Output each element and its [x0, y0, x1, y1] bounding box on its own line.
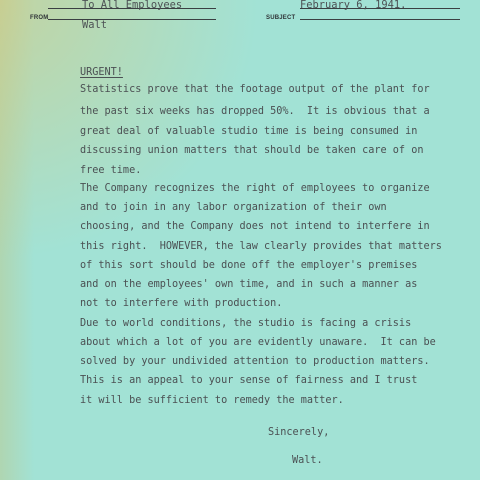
sender-text: Walt [82, 19, 108, 31]
body-line: This is an appeal to your sense of fairness and I trust [80, 375, 418, 386]
body-line: Due to world conditions, the studio is facing a crisis [80, 318, 412, 329]
body-line: not to interfere with production. [80, 298, 283, 309]
urgent-heading: URGENT! [80, 67, 123, 78]
body-line: it will be sufficient to remedy the matter. [80, 395, 344, 406]
subject-label: SUBJECT [266, 15, 296, 21]
body-line: and to join in any labor organization of their own [80, 202, 387, 213]
body-line: choosing, and the Company does not intend to interfere in [80, 221, 430, 232]
from-label: FROM [30, 15, 49, 21]
body-line: great deal of valuable studio time is being consumed in [80, 126, 418, 137]
from-rule [48, 19, 216, 20]
body-line: Statistics prove that the footage output of the plant for [80, 84, 430, 95]
body-line: of this sort should be done off the employer's premises [80, 260, 418, 271]
body-line: solved by your undivided attention to production matters. [80, 356, 430, 367]
body-line: and on the employees' own time, and in such a manner as [80, 279, 418, 290]
body-line: this right. HOWEVER, the law clearly provides that matters [80, 241, 442, 252]
body-line: free time. [80, 165, 142, 176]
body-line: about which a lot of you are evidently unaware. It can be [80, 337, 436, 348]
recipient-text: To All Employees [82, 0, 183, 11]
body-line: The Company recognizes the right of employees to organize [80, 183, 430, 194]
subject-rule [300, 19, 460, 20]
date-text: February 6, 1941. [300, 0, 407, 11]
closing-text: Sincerely, [268, 427, 330, 438]
body-line: the past six weeks has dropped 50%. It is obvious that a [80, 106, 430, 117]
body-line: discussing union matters that should be taken care of on [80, 145, 424, 156]
signature-text: Walt. [292, 455, 323, 466]
